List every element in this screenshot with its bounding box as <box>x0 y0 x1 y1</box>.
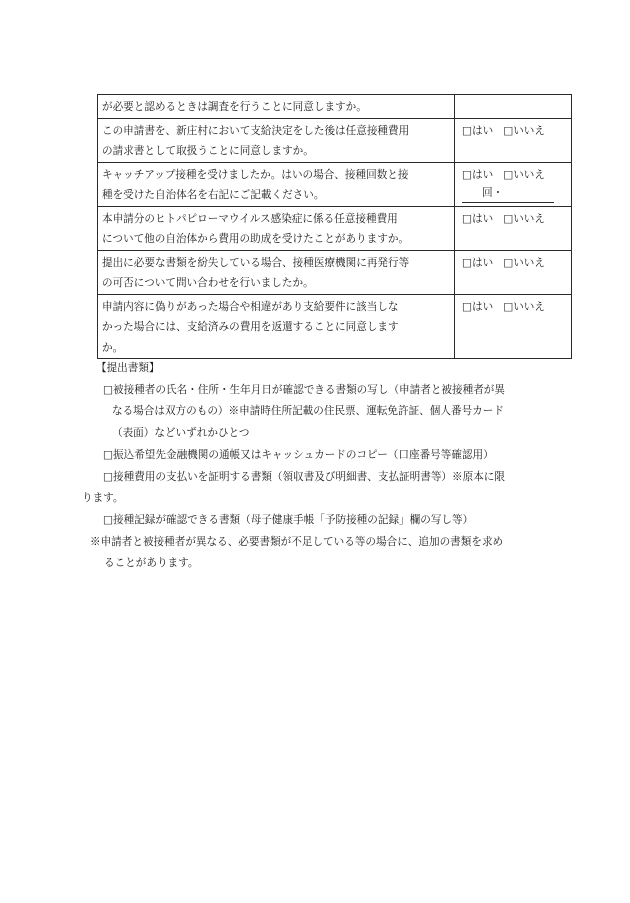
yes-checkbox[interactable]: □はい <box>462 168 494 181</box>
document-item-continued: ります。 <box>82 492 124 505</box>
table-row <box>98 162 572 206</box>
document-item-continued: なる場合は双方のもの）※申請時住所記載の住民票、運転免許証、個人番号カード <box>112 405 504 418</box>
question-text: の可否について問い合わせを行いましたか。 <box>102 277 314 289</box>
document-item: □接種費用の支払いを証明する書類（領収書及び明細書、支払証明書等）※原本に限 <box>103 470 505 483</box>
question-cell <box>98 162 455 206</box>
question-text: について他の自治体から費用の助成を受けたことがありますか。 <box>102 233 410 245</box>
question-text: この申請書を、新庄村において支給決定をした後は任意接種費用 <box>102 124 410 137</box>
table-row <box>98 95 572 119</box>
no-checkbox[interactable]: □いいえ <box>503 300 545 313</box>
question-text: の請求書として取扱うことに同意しますか。 <box>102 145 314 157</box>
dose-count-field[interactable]: 回・ <box>462 185 554 203</box>
no-checkbox[interactable]: □いいえ <box>503 168 545 181</box>
answer-cell <box>455 250 572 294</box>
table-row <box>98 118 572 162</box>
answer-cell <box>455 294 572 359</box>
note-text-continued: ることがあります。 <box>104 557 199 570</box>
note-text: ※申請者と被接種者が異なる、必要書類が不足している等の場合に、追加の書類を求め <box>90 535 504 548</box>
section-heading: 【提出書類】 <box>96 362 160 374</box>
question-text: キャッチアップ接種を受けましたか。はいの場合、接種回数と接 <box>102 168 409 181</box>
answer-cell <box>455 162 572 206</box>
no-checkbox[interactable]: □いいえ <box>503 124 545 137</box>
answer-cell <box>455 118 572 162</box>
no-checkbox[interactable]: □いいえ <box>503 256 545 269</box>
yes-checkbox[interactable]: □はい <box>462 212 494 225</box>
question-cell <box>98 118 455 162</box>
table-row <box>98 294 572 359</box>
yes-checkbox[interactable]: □はい <box>462 124 494 137</box>
question-text: かった場合には、支給済みの費用を返還することに同意します <box>102 321 399 333</box>
question-text: 本申請分のヒトパピローマウイルス感染症に係る任意接種費用 <box>102 212 398 225</box>
question-text: 種を受けた自治体名を右記にご記載ください。 <box>102 189 325 201</box>
consent-question-table <box>97 94 572 359</box>
table-row <box>98 250 572 294</box>
question-text: 提出に必要な書類を紛失している場合、接種医療機関に再発行等 <box>102 256 410 269</box>
yes-checkbox[interactable]: □はい <box>462 300 494 313</box>
document-item: □接種記録が確認できる書類（母子健康手帳「予防接種の記録」欄の写し等） <box>103 513 474 526</box>
question-cell <box>98 294 455 359</box>
question-text: が必要と認めるときは調査を行うことに同意しますか。 <box>102 101 367 113</box>
yes-checkbox[interactable]: □はい <box>462 256 494 269</box>
question-cell <box>98 206 455 250</box>
document-item-continued: （表面）などいずれかひとつ <box>112 427 250 440</box>
question-text: 申請内容に偽りがあった場合や相違があり支給要件に該当しな <box>102 300 399 313</box>
table-row <box>98 206 572 250</box>
no-checkbox[interactable]: □いいえ <box>503 212 545 225</box>
required-documents-section <box>82 358 562 575</box>
question-text: か。 <box>102 341 124 354</box>
question-cell <box>98 250 455 294</box>
document-item: □被接種者の氏名・住所・生年月日が確認できる書類の写し（申請者と被接種者が異 <box>103 383 505 396</box>
document-item: □振込希望先金融機関の通帳又はキャッシュカードのコピー（口座番号等確認用） <box>103 448 494 461</box>
answer-cell <box>455 95 572 119</box>
question-cell <box>98 95 455 119</box>
answer-cell <box>455 206 572 250</box>
